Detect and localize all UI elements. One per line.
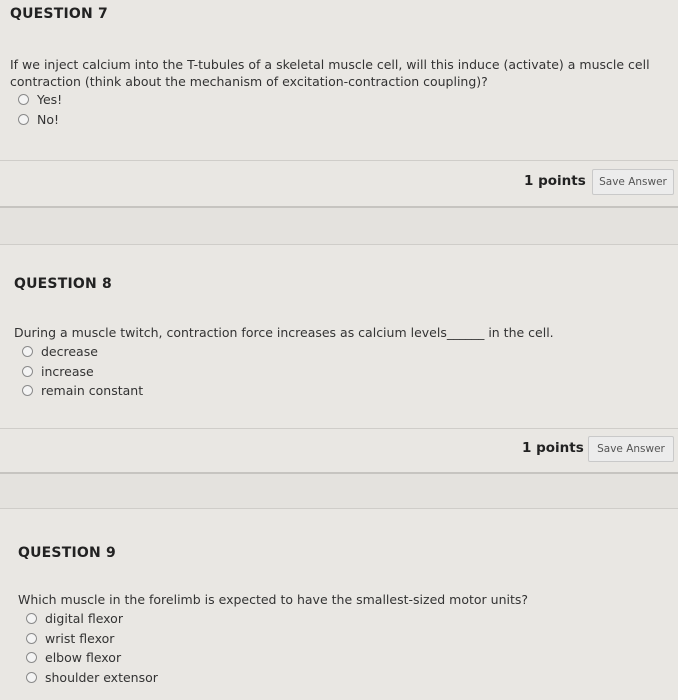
option-label: wrist flexor — [45, 630, 115, 646]
question-8-option-remain-constant[interactable] — [22, 381, 143, 401]
radio-button[interactable] — [18, 94, 29, 105]
question-7-points: 1 points — [524, 173, 586, 189]
question-8-text — [14, 324, 634, 341]
option-label: No! — [37, 111, 60, 127]
question-8-text-after: in the cell. — [484, 325, 554, 340]
question-9-option-digital-flexor[interactable] — [26, 609, 158, 629]
question-8-option-decrease[interactable] — [22, 342, 143, 362]
radio-button[interactable] — [18, 114, 29, 125]
option-label: remain constant — [41, 383, 144, 399]
question-7-text: If we inject calcium into the T-tubules of a skeletal muscle cell, will this induce (activate) a muscle cell contraction (think about the mechanism of excitation-contraction coupling)? — [10, 57, 650, 89]
question-8-option-increase[interactable] — [22, 362, 143, 382]
question-9-options — [26, 609, 158, 687]
option-label: increase — [41, 363, 94, 379]
question-7-option-no[interactable] — [18, 110, 62, 130]
question-8-save-answer-button[interactable]: Save Answer — [588, 436, 674, 462]
option-label: Yes! — [37, 92, 63, 108]
option-label: digital flexor — [45, 611, 123, 627]
question-8-title: QUESTION 8 — [14, 276, 112, 292]
divider — [0, 428, 678, 429]
option-label: shoulder extensor — [45, 669, 158, 685]
question-8-options — [22, 342, 143, 401]
question-9-option-shoulder-extensor[interactable] — [26, 668, 158, 688]
question-9-text: Which muscle in the forelimb is expected to have the smallest-sized motor units? — [18, 592, 529, 607]
radio-button[interactable] — [26, 613, 37, 624]
question-8-points: 1 points — [522, 440, 584, 456]
question-7-option-yes[interactable] — [18, 90, 62, 110]
question-7-options — [18, 90, 62, 129]
divider — [0, 244, 678, 245]
radio-button[interactable] — [26, 633, 37, 644]
option-label: elbow flexor — [45, 650, 122, 666]
question-9-option-elbow-flexor[interactable] — [26, 648, 158, 668]
question-8-text-before: During a muscle twitch, contraction force increases as calcium levels — [14, 325, 447, 340]
radio-button[interactable] — [22, 366, 33, 377]
question-gap — [0, 474, 678, 508]
radio-button[interactable] — [22, 385, 33, 396]
divider — [0, 508, 678, 509]
question-7-title: QUESTION 7 — [10, 6, 108, 22]
question-9-title: QUESTION 9 — [18, 545, 116, 561]
option-label: decrease — [41, 344, 98, 360]
question-8-blank: ______ — [446, 325, 485, 340]
radio-button[interactable] — [26, 652, 37, 663]
divider — [0, 160, 678, 161]
radio-button[interactable] — [22, 346, 33, 357]
question-gap — [0, 208, 678, 244]
radio-button[interactable] — [26, 672, 37, 683]
question-9-option-wrist-flexor[interactable] — [26, 629, 158, 649]
question-7-save-answer-button[interactable]: Save Answer — [592, 169, 674, 195]
